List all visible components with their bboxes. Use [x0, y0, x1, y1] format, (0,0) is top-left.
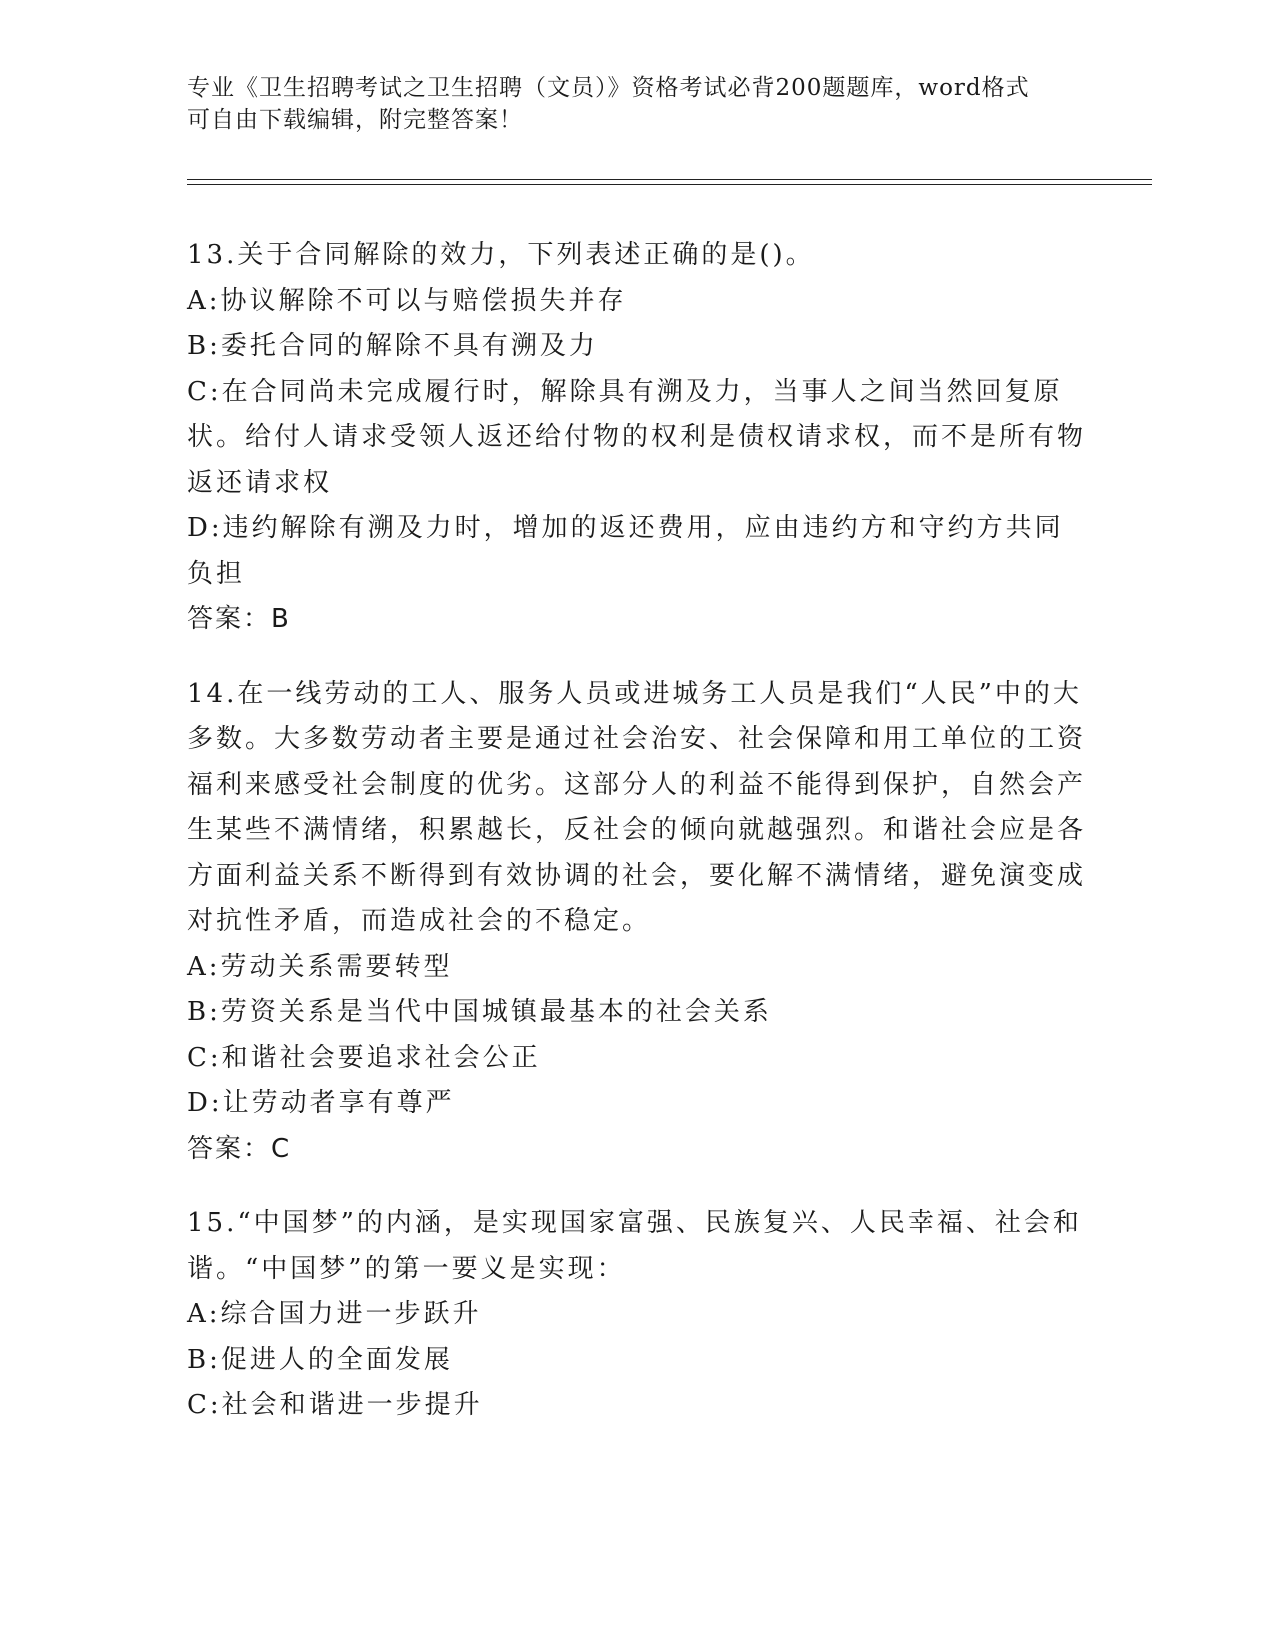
- option-a: A:协议解除不可以与赔偿损失并存: [187, 285, 627, 316]
- option-c: C:在合同尚未完成履行时，解除具有溯及力，当事人之间当然回复原状。给付人请求受领人返还给付物的权利是债权请求权，而不是所有物返还请求权: [187, 376, 1087, 498]
- option-b: B:劳资关系是当代中国城镇最基本的社会关系: [187, 997, 772, 1027]
- option-a: A:劳动关系需要转型: [187, 951, 453, 982]
- question-14: [187, 672, 1087, 1173]
- option-c: C:社会和谐进一步提升: [187, 1390, 483, 1420]
- option-b: B:委托合同的解除不具有溯及力: [187, 331, 598, 361]
- header-title-line-2: 可自由下载编辑，附完整答案！: [187, 107, 523, 133]
- option-b: B:促进人的全面发展: [187, 1344, 453, 1375]
- answer-key: 答案：C: [187, 1133, 292, 1164]
- question-stem: 13.关于合同解除的效力，下列表述正确的是()。: [187, 240, 815, 270]
- question-stem: 14.在一线劳动的工人、服务人员或进城务工人员是我们“人民”中的大多数。大多数劳动者主要是通过社会治安、社会保障和用工单位的工资福利来感受社会制度的优劣。这部分人的利益不能得到保护，自然会产生某些不满情绪，积累越长，反社会的倾向就越强烈。和谐社会应是各方面利益关系不断得到有效协调的社会，要化解不满情绪，避免演变成对抗性矛盾，而造成社会的不稳定。: [187, 678, 1087, 936]
- option-d: D:违约解除有溯及力时，增加的返还费用，应由违约方和守约方共同负担: [187, 513, 1064, 589]
- option-c: C:和谐社会要追求社会公正: [187, 1042, 541, 1073]
- answer-key: 答案：B: [187, 604, 291, 634]
- question-stem: 15.“中国梦”的内涵，是实现国家富强、民族复兴、人民幸福、社会和谐。“中国梦”的第一要义是实现：: [187, 1208, 1082, 1284]
- header-divider-bottom: [187, 184, 1152, 185]
- document-header: [187, 72, 1067, 136]
- question-15: [187, 1201, 1087, 1429]
- option-a: A:综合国力进一步跃升: [187, 1299, 482, 1329]
- header-divider-top: [187, 179, 1152, 180]
- question-13: [187, 233, 1087, 643]
- question-list: [187, 233, 1087, 1458]
- option-d: D:让劳动者享有尊严: [187, 1088, 455, 1118]
- header-title-line-1: 专业《卫生招聘考试之卫生招聘（文员）》资格考试必背200题题库，word格式: [187, 75, 1030, 101]
